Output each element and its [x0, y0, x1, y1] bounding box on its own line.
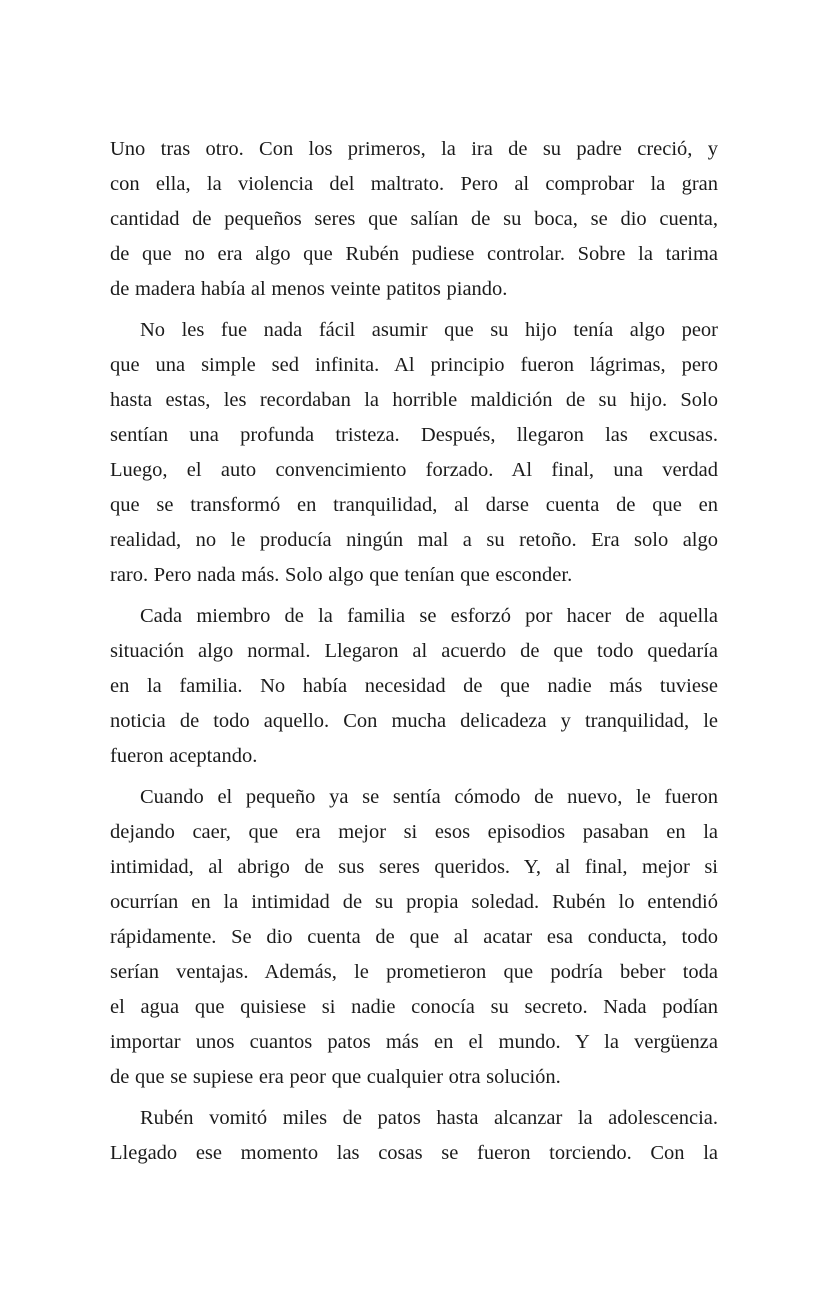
text-line: fueron aceptando.: [110, 745, 258, 767]
text-line: con ella, la violencia del maltrato. Pero al comprobar la gran: [110, 173, 718, 195]
text-line: que se transformó en tranquilidad, al darse cuenta de que en: [110, 494, 718, 516]
text-line: Luego, el auto convencimiento forzado. Al final, una verdad: [110, 459, 718, 481]
text-line: No les fue nada fácil asumir que su hijo tenía algo peor: [140, 319, 718, 341]
text-line: cantidad de pequeños seres que salían de su boca, se dio cuenta,: [110, 208, 718, 230]
text-line: situación algo normal. Llegaron al acuerdo de que todo quedaría: [110, 640, 718, 662]
text-column: [110, 132, 718, 1171]
paragraph: [110, 1101, 718, 1171]
text-line: en la familia. No había necesidad de que nadie más tuviese: [110, 675, 718, 697]
text-line: dejando caer, que era mejor si esos episodios pasaban en la: [110, 821, 718, 843]
text-line: que una simple sed infinita. Al principio fueron lágrimas, pero: [110, 354, 718, 376]
text-line: raro. Pero nada más. Solo algo que tenían que esconder.: [110, 564, 573, 586]
text-line: Cuando el pequeño ya se sentía cómodo de nuevo, le fueron: [140, 786, 718, 808]
paragraph: [110, 313, 718, 593]
text-line: de que se supiese era peor que cualquier otra solución.: [110, 1066, 561, 1088]
paragraph: [110, 132, 718, 307]
text-line: el agua que quisiese si nadie conocía su secreto. Nada podían: [110, 996, 718, 1018]
text-line: intimidad, al abrigo de sus seres queridos. Y, al final, mejor si: [110, 856, 718, 878]
text-line: Rubén vomitó miles de patos hasta alcanzar la adolescencia.: [140, 1107, 718, 1129]
text-line: importar unos cuantos patos más en el mundo. Y la vergüenza: [110, 1031, 718, 1053]
text-line: sentían una profunda tristeza. Después, llegaron las excusas.: [110, 424, 718, 446]
text-line: serían ventajas. Además, le prometieron que podría beber toda: [110, 961, 718, 983]
text-line: Cada miembro de la familia se esforzó por hacer de aquella: [140, 605, 718, 627]
text-line: Llegado ese momento las cosas se fueron torciendo. Con la: [110, 1142, 718, 1164]
paragraph: [110, 780, 718, 1095]
paragraph: [110, 599, 718, 774]
text-line: hasta estas, les recordaban la horrible maldición de su hijo. Solo: [110, 389, 718, 411]
text-line: ocurrían en la intimidad de su propia soledad. Rubén lo entendió: [110, 891, 718, 913]
text-line: Uno tras otro. Con los primeros, la ira de su padre creció, y: [110, 138, 718, 160]
text-line: de que no era algo que Rubén pudiese controlar. Sobre la tarima: [110, 243, 718, 265]
text-line: rápidamente. Se dio cuenta de que al acatar esa conducta, todo: [110, 926, 718, 948]
text-line: realidad, no le producía ningún mal a su retoño. Era solo algo: [110, 529, 718, 551]
text-line: de madera había al menos veinte patitos piando.: [110, 278, 508, 300]
text-line: noticia de todo aquello. Con mucha delicadeza y tranquilidad, le: [110, 710, 718, 732]
